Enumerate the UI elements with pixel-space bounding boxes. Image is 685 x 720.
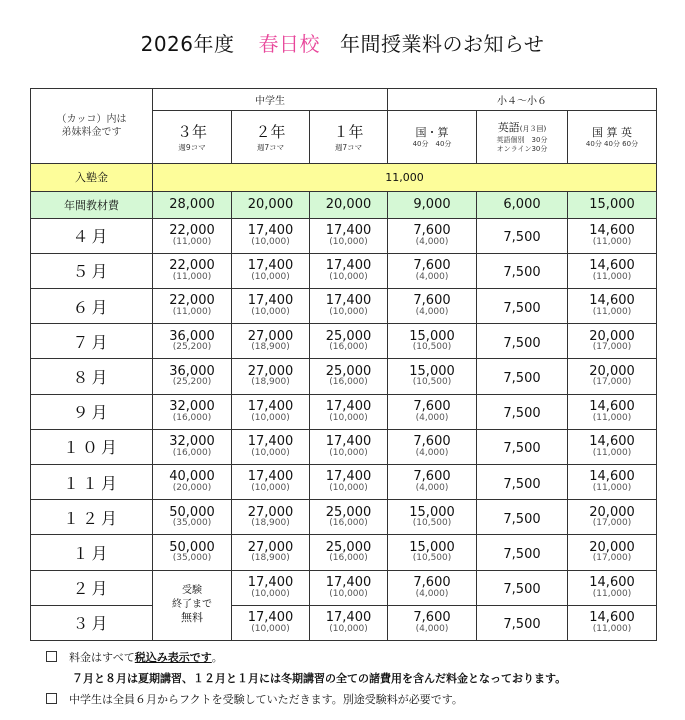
- sibling-fee-value: (18,900): [251, 377, 290, 388]
- sibling-fee-value: (16,000): [172, 412, 212, 423]
- fee-cell: [388, 605, 477, 640]
- fee-value: 14,600: [589, 293, 635, 309]
- fee-value: 7,600: [413, 434, 451, 450]
- materials-fee-cell: 20,000: [232, 191, 310, 218]
- fee-value: 25,000: [325, 363, 372, 379]
- fee-value: 14,600: [589, 434, 635, 450]
- sibling-fee-value: (11,000): [592, 447, 632, 458]
- fee-cell: [568, 394, 657, 429]
- elem-english-header: 英語(月３回) 英語個別 30分 オンライン30分: [477, 111, 568, 164]
- month-row: [31, 394, 657, 429]
- sibling-fee-value: (11,000): [172, 236, 212, 247]
- sibling-fee-value: (10,500): [412, 377, 452, 388]
- fee-cell: [153, 324, 232, 359]
- month-row: [31, 605, 657, 640]
- sibling-fee-value: (11,000): [592, 412, 632, 423]
- page-title: [0, 28, 685, 57]
- note-exam: 中学生は全員６月からフクトを受験していただきます。別途受験料が必要です。: [46, 689, 666, 710]
- fee-cell: [153, 464, 232, 499]
- middle-school-header: 中学生: [153, 89, 388, 111]
- month-label: ６月: [31, 289, 153, 324]
- fee-value: 27,000: [247, 328, 294, 344]
- fee-cell: [388, 218, 477, 253]
- sibling-fee-value: (10,000): [251, 623, 290, 634]
- fee-cell: [388, 289, 477, 324]
- entry-fee-value: 11,000: [153, 164, 657, 191]
- sibling-fee-value: (17,000): [592, 518, 632, 529]
- fee-value: 14,600: [589, 574, 635, 590]
- fee-cell: [310, 500, 388, 535]
- fee-value: 27,000: [247, 363, 294, 379]
- fee-value: 7,500: [503, 300, 541, 316]
- fee-cell: [232, 359, 310, 394]
- fee-value: 36,000: [169, 328, 215, 344]
- sibling-fee-value: (11,000): [172, 271, 212, 282]
- sibling-fee-value: (4,000): [415, 588, 449, 599]
- fee-value: 17,400: [325, 610, 372, 626]
- sibling-fee-value: (10,000): [251, 412, 290, 423]
- materials-fee-cell: 20,000: [310, 191, 388, 218]
- materials-fee-cell: 9,000: [388, 191, 477, 218]
- month-label: ５月: [31, 253, 153, 288]
- fee-value: 7,500: [503, 441, 541, 457]
- fee-cell: [153, 218, 232, 253]
- fee-cell: [153, 535, 232, 570]
- sibling-fee-value: (35,000): [172, 553, 212, 564]
- elementary-header: 小４～小６: [388, 89, 657, 111]
- sibling-fee-value: (17,000): [592, 553, 632, 564]
- fee-value: 15,000: [409, 539, 455, 555]
- fee-value: 32,000: [169, 434, 215, 450]
- elem-japanese-math-header: 国・算 40分 40分: [388, 111, 477, 164]
- elem-all-subjects-header: 国 算 英 40分 40分 60分: [568, 111, 657, 164]
- month-row: [31, 324, 657, 359]
- fee-cell: [477, 218, 568, 253]
- fee-value: 17,400: [247, 574, 294, 590]
- fee-value: 7,600: [413, 469, 451, 485]
- fee-cell: [477, 359, 568, 394]
- sibling-fee-value: (4,000): [415, 623, 449, 634]
- fee-value: 36,000: [169, 363, 215, 379]
- fee-cell: [310, 429, 388, 464]
- fee-value: 20,000: [589, 504, 635, 520]
- month-label: ８月: [31, 359, 153, 394]
- sibling-fee-value: (10,000): [329, 412, 368, 423]
- materials-fee-label: 年間教材費: [31, 191, 153, 218]
- fee-value: 20,000: [589, 363, 635, 379]
- month-row: [31, 464, 657, 499]
- fee-cell: [568, 324, 657, 359]
- fee-value: 25,000: [325, 504, 372, 520]
- fee-cell: [477, 464, 568, 499]
- month-row: [31, 570, 657, 605]
- fee-cell: [388, 464, 477, 499]
- sibling-fee-value: (16,000): [329, 518, 368, 529]
- fee-cell: [568, 253, 657, 288]
- fee-cell: [568, 218, 657, 253]
- fee-value: 7,500: [503, 371, 541, 387]
- notes: [46, 647, 666, 710]
- fee-value: 27,000: [247, 504, 294, 520]
- month-row: [31, 535, 657, 570]
- fee-cell: [310, 218, 388, 253]
- month-label: ３月: [31, 605, 153, 640]
- sibling-fee-value: (10,000): [329, 623, 368, 634]
- fee-value: 17,400: [247, 610, 294, 626]
- fee-cell: [388, 324, 477, 359]
- month-label: ２月: [31, 570, 153, 605]
- sibling-fee-value: (25,200): [172, 342, 212, 353]
- fee-cell: [477, 289, 568, 324]
- fee-cell: [388, 535, 477, 570]
- sibling-fee-value: (10,000): [329, 447, 368, 458]
- month-label: ４月: [31, 218, 153, 253]
- sibling-fee-value: (25,200): [172, 377, 212, 388]
- note-tax: 料金はすべて税込み表示です。: [46, 647, 666, 668]
- sibling-fee-value: (16,000): [329, 377, 368, 388]
- materials-fee-cell: 28,000: [153, 191, 232, 218]
- fee-value: 17,400: [325, 258, 372, 274]
- fee-cell: [310, 570, 388, 605]
- fee-cell: [568, 605, 657, 640]
- fee-cell: [153, 253, 232, 288]
- fee-cell: [310, 359, 388, 394]
- month-label: １２月: [31, 500, 153, 535]
- fee-value: 25,000: [325, 539, 372, 555]
- fee-value: 7,500: [503, 406, 541, 422]
- sibling-fee-value: (11,000): [592, 482, 632, 493]
- sibling-fee-value: (10,000): [251, 236, 290, 247]
- sibling-fee-value: (10,500): [412, 342, 452, 353]
- sibling-fee-value: (10,000): [329, 307, 368, 318]
- sibling-fee-value: (10,000): [329, 271, 368, 282]
- title-school: 春日校: [258, 32, 320, 56]
- sibling-fee-value: (11,000): [592, 623, 632, 634]
- sibling-fee-value: (4,000): [415, 236, 449, 247]
- fee-cell: [232, 535, 310, 570]
- fee-cell: [310, 605, 388, 640]
- fee-cell: [388, 429, 477, 464]
- month-label: ９月: [31, 394, 153, 429]
- month-row: [31, 429, 657, 464]
- fee-value: 15,000: [409, 363, 455, 379]
- fee-cell: [388, 500, 477, 535]
- sibling-fee-value: (20,000): [172, 482, 212, 493]
- fee-value: 7,500: [503, 617, 541, 633]
- fee-value: 17,400: [247, 293, 294, 309]
- fee-cell: [232, 218, 310, 253]
- fee-cell: [568, 289, 657, 324]
- fee-value: 17,400: [325, 293, 372, 309]
- month-row: [31, 500, 657, 535]
- sibling-fee-value: (4,000): [415, 482, 449, 493]
- sibling-fee-value: (10,000): [251, 271, 290, 282]
- fee-cell: [232, 394, 310, 429]
- fee-cell: [232, 464, 310, 499]
- fee-cell: [568, 570, 657, 605]
- fee-value: 50,000: [169, 539, 215, 555]
- fee-cell: [477, 535, 568, 570]
- grade-3-header: ３年 週9コマ: [153, 111, 232, 164]
- sibling-fee-value: (16,000): [172, 447, 212, 458]
- fee-value: 17,400: [325, 574, 372, 590]
- fee-cell: [310, 324, 388, 359]
- fee-value: 7,500: [503, 230, 541, 246]
- sibling-fee-value: (18,900): [251, 342, 290, 353]
- fee-value: 17,400: [247, 434, 294, 450]
- fee-value: 17,400: [247, 469, 294, 485]
- exam-free-cell: 受験 終了まで 無料: [153, 570, 232, 640]
- fee-cell: [568, 359, 657, 394]
- month-row: [31, 218, 657, 253]
- month-row: [31, 253, 657, 288]
- fee-cell: [310, 253, 388, 288]
- fee-cell: [310, 464, 388, 499]
- sibling-fee-value: (16,000): [329, 553, 368, 564]
- fee-value: 15,000: [409, 328, 455, 344]
- fee-value: 32,000: [169, 398, 215, 414]
- fee-value: 17,400: [325, 434, 372, 450]
- sibling-fee-value: (4,000): [415, 307, 449, 318]
- fee-cell: [232, 253, 310, 288]
- sibling-price-note: （カッコ）内は 弟妹料金です: [31, 89, 153, 164]
- fee-cell: [232, 289, 310, 324]
- sibling-fee-value: (10,000): [251, 588, 290, 599]
- fee-value: 7,600: [413, 223, 451, 238]
- fee-cell: [388, 359, 477, 394]
- materials-fee-cell: 15,000: [568, 191, 657, 218]
- sibling-fee-value: (17,000): [592, 342, 632, 353]
- fee-cell: [153, 394, 232, 429]
- sibling-fee-value: (11,000): [592, 307, 632, 318]
- fee-cell: [388, 570, 477, 605]
- fee-cell: [232, 500, 310, 535]
- fee-cell: [477, 500, 568, 535]
- note-seasonal: ７月と８月は夏期講習、１２月と１月には冬期講習の全ての諸費用を含んだ料金となっております。: [72, 672, 567, 685]
- fee-cell: [477, 394, 568, 429]
- materials-fee-row: [31, 191, 657, 218]
- fee-value: 22,000: [169, 223, 215, 238]
- grade-2-header: ２年 週7コマ: [232, 111, 310, 164]
- sibling-fee-value: (10,500): [412, 553, 452, 564]
- fee-table: [30, 88, 657, 641]
- fee-value: 14,600: [589, 610, 635, 626]
- fee-value: 7,500: [503, 335, 541, 351]
- fee-value: 22,000: [169, 258, 215, 274]
- sibling-fee-value: (10,000): [329, 588, 368, 599]
- fee-value: 17,400: [247, 223, 294, 238]
- fee-value: 7,600: [413, 398, 451, 414]
- fee-cell: [477, 324, 568, 359]
- fee-value: 7,500: [503, 476, 541, 492]
- fee-value: 7,600: [413, 258, 451, 274]
- materials-fee-cell: 6,000: [477, 191, 568, 218]
- sibling-fee-value: (11,000): [172, 307, 212, 318]
- sibling-fee-value: (11,000): [592, 271, 632, 282]
- fee-cell: [232, 605, 310, 640]
- month-label: ７月: [31, 324, 153, 359]
- fee-value: 25,000: [325, 328, 372, 344]
- fee-value: 40,000: [169, 469, 215, 485]
- fee-cell: [232, 324, 310, 359]
- fee-value: 50,000: [169, 504, 215, 520]
- checkbox-icon: [46, 693, 57, 704]
- fee-cell: [232, 570, 310, 605]
- fee-cell: [153, 359, 232, 394]
- month-row: [31, 289, 657, 324]
- sibling-fee-value: (11,000): [592, 236, 632, 247]
- fee-cell: [388, 253, 477, 288]
- fee-value: 14,600: [589, 223, 635, 238]
- fee-cell: [477, 570, 568, 605]
- fee-cell: [568, 464, 657, 499]
- fee-value: 7,500: [503, 265, 541, 281]
- fee-cell: [477, 605, 568, 640]
- title-main: 年間授業料のお知らせ: [340, 32, 545, 56]
- sibling-fee-value: (35,000): [172, 518, 212, 529]
- fee-value: 7,600: [413, 293, 451, 309]
- fee-cell: [310, 289, 388, 324]
- sibling-fee-value: (11,000): [592, 588, 632, 599]
- sibling-fee-value: (4,000): [415, 447, 449, 458]
- month-label: １月: [31, 535, 153, 570]
- fee-value: 14,600: [589, 258, 635, 274]
- month-row: [31, 359, 657, 394]
- fee-value: 20,000: [589, 539, 635, 555]
- fee-cell: [568, 429, 657, 464]
- sibling-fee-value: (4,000): [415, 271, 449, 282]
- fee-cell: [310, 394, 388, 429]
- fee-value: 14,600: [589, 469, 635, 485]
- fee-value: 7,500: [503, 511, 541, 527]
- sibling-fee-value: (10,000): [251, 447, 290, 458]
- fee-value: 17,400: [247, 258, 294, 274]
- fee-cell: [232, 429, 310, 464]
- sibling-fee-value: (10,000): [251, 482, 290, 493]
- sibling-fee-value: (10,000): [329, 236, 368, 247]
- fee-cell: [388, 394, 477, 429]
- fee-value: 27,000: [247, 539, 294, 555]
- sibling-fee-value: (18,900): [251, 518, 290, 529]
- fee-cell: [153, 500, 232, 535]
- sibling-fee-value: (4,000): [415, 412, 449, 423]
- fee-cell: [568, 500, 657, 535]
- fee-value: 20,000: [589, 328, 635, 344]
- fee-value: 7,600: [413, 610, 451, 626]
- fee-value: 15,000: [409, 504, 455, 520]
- sibling-fee-value: (18,900): [251, 553, 290, 564]
- fee-cell: [310, 535, 388, 570]
- fee-cell: [153, 429, 232, 464]
- fee-cell: [477, 429, 568, 464]
- fee-value: 22,000: [169, 293, 215, 309]
- checkbox-icon: [46, 651, 57, 662]
- fee-value: 17,400: [325, 469, 372, 485]
- fee-value: 17,400: [325, 223, 372, 238]
- fee-cell: [477, 253, 568, 288]
- sibling-fee-value: (17,000): [592, 377, 632, 388]
- sibling-fee-value: (16,000): [329, 342, 368, 353]
- fee-value: 17,400: [247, 398, 294, 414]
- entry-fee-row: [31, 164, 657, 191]
- fee-value: 7,600: [413, 574, 451, 590]
- fee-cell: [568, 535, 657, 570]
- month-label: １１月: [31, 464, 153, 499]
- sibling-fee-value: (10,500): [412, 518, 452, 529]
- fee-value: 7,500: [503, 546, 541, 562]
- fee-value: 14,600: [589, 398, 635, 414]
- sibling-fee-value: (10,000): [251, 307, 290, 318]
- fee-value: 7,500: [503, 582, 541, 598]
- fee-value: 17,400: [325, 398, 372, 414]
- grade-1-header: １年 週7コマ: [310, 111, 388, 164]
- title-year: 2026年度: [140, 32, 235, 56]
- fee-cell: [153, 289, 232, 324]
- month-label: １０月: [31, 429, 153, 464]
- sibling-fee-value: (10,000): [329, 482, 368, 493]
- entry-fee-label: 入塾金: [31, 164, 153, 191]
